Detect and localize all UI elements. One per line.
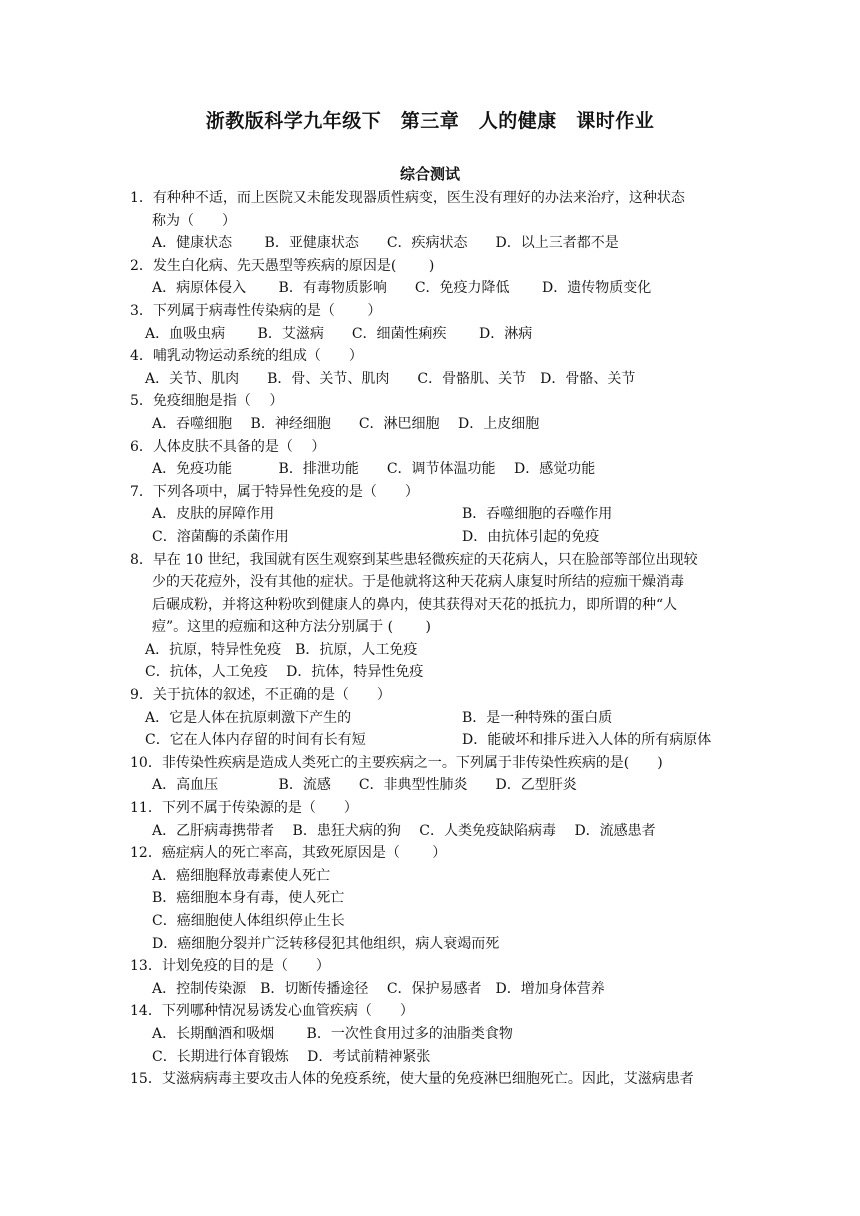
line-text: A．控制传染源 B．切断传播途径 C．保护易感者 D．增加身体营养 xyxy=(152,980,605,997)
option-line xyxy=(0,277,860,300)
line-text: 11．下列不属于传染源的是（ ） xyxy=(130,800,358,817)
line-text: A．长期酗酒和吸烟 B．一次性食用过多的油脂类食物 xyxy=(152,1025,513,1042)
question-line xyxy=(0,1000,860,1023)
line-text: 称为（ ） xyxy=(152,212,236,229)
option-line xyxy=(0,503,860,526)
question-line xyxy=(0,955,860,978)
question-line xyxy=(0,481,860,504)
line-text: C．溶菌酶的杀菌作用 xyxy=(152,528,289,545)
option-line xyxy=(0,910,860,933)
line-text: A．癌细胞释放毒素使人死亡 xyxy=(152,867,331,884)
option-line xyxy=(0,865,860,888)
line-text: 10．非传染性疾病是造成人类死亡的主要疾病之一。下列属于非传染性疾病的是( ) xyxy=(130,754,663,771)
option-line xyxy=(0,1046,860,1069)
line-text: 1．有种种不适，而上医院又未能发现器质性病变，医生没有理好的办法来治疗，这种状态 xyxy=(130,190,685,206)
option-right: B．吞噬细胞的吞噬作用 xyxy=(462,506,613,523)
option-line xyxy=(0,774,860,797)
question-line xyxy=(0,300,860,323)
line-text: 3．下列属于病毒性传染病的是（ ） xyxy=(130,302,382,319)
option-line xyxy=(0,413,860,436)
question-line xyxy=(0,684,860,707)
line-text: A．它是人体在抗原刺激下产生的 xyxy=(145,709,352,726)
option-line xyxy=(0,887,860,910)
line-text: 2．发生白化病、先天愚型等疾病的原因是( ) xyxy=(130,257,435,274)
line-text: A．抗原，特异性免疫 B．抗原，人工免疫 xyxy=(145,641,418,658)
question-continuation xyxy=(0,571,860,594)
section-title: 综合测试 xyxy=(399,165,460,183)
line-text: A．健康状态 B．亚健康状态 C．疾病状态 D．以上三者都不是 xyxy=(152,235,619,252)
option-right: D．能破坏和排斥进入人体的所有病原体 xyxy=(462,732,712,749)
option-line xyxy=(0,661,860,684)
option-line xyxy=(0,323,860,346)
option-line xyxy=(0,232,860,255)
option-line xyxy=(0,526,860,549)
line-text: 12．癌症病人的死亡率高，其致死原因是（ ） xyxy=(130,845,447,862)
question-line xyxy=(0,345,860,368)
line-text: A．乙肝病毒携带者 B．患狂犬病的狗 C．人类免疫缺陷病毒 D．流感患者 xyxy=(152,822,656,839)
line-text: 少的天花痘外，没有其他的症状。于是他就将这种天花病人康复时所结的痘痂干燥消毒 xyxy=(152,574,684,591)
question-line xyxy=(0,390,860,413)
option-line xyxy=(0,458,860,481)
question-line xyxy=(0,436,860,459)
option-line xyxy=(0,820,860,843)
line-text: 13．计划免疫的目的是（ ） xyxy=(130,958,330,975)
line-text: A．病原体侵入 B．有毒物质影响 C．免疫力降低 D．遗传物质变化 xyxy=(152,280,652,297)
line-text: B．癌细胞本身有毒，使人死亡 xyxy=(152,890,345,907)
option-line xyxy=(0,729,860,752)
option-line xyxy=(0,707,860,730)
line-text: C．癌细胞使人体组织停止生长 xyxy=(152,913,345,929)
option-right: B．是一种特殊的蛋白质 xyxy=(462,709,613,726)
option-line xyxy=(0,978,860,1001)
line-text: 4．哺乳动物运动系统的组成（ ） xyxy=(130,348,363,365)
line-text: 15．艾滋病病毒主要攻击人体的免疫系统，使大量的免疫淋巴细胞死亡。因此，艾滋病患者 xyxy=(130,1071,694,1088)
line-text: A．皮肤的屏障作用 xyxy=(152,506,275,523)
line-text: A．关节、肌肉 B．骨、关节、肌肉 C．骨骼肌、关节 D．骨骼、关节 xyxy=(145,370,636,387)
question-line xyxy=(0,752,860,775)
question-line xyxy=(0,255,860,278)
question-continuation xyxy=(0,616,860,639)
page-title: 浙教版科学九年级下 第三章 人的健康 课时作业 xyxy=(205,110,655,132)
option-line xyxy=(0,1023,860,1046)
question-list xyxy=(0,187,860,1091)
line-text: C．它在人体内存留的时间有长有短 xyxy=(145,732,366,749)
line-text: A．吞噬细胞 B．神经细胞 C．淋巴细胞 D．上皮细胞 xyxy=(152,415,540,432)
line-text: 后碾成粉，并将这种粉吹到健康人的鼻内，使其获得对天花的抵抗力，即所谓的种“人 xyxy=(152,596,678,613)
option-right: D．由抗体引起的免疫 xyxy=(462,528,600,545)
question-line xyxy=(0,797,860,820)
question-line xyxy=(0,1068,860,1091)
line-text: 6．人体皮肤不具备的是（ ） xyxy=(130,438,326,455)
line-text: C．长期进行体育锻炼 D．考试前精神紧张 xyxy=(152,1048,431,1065)
line-text: C．抗体，人工免疫 D．抗体，特异性免疫 xyxy=(145,664,424,681)
question-continuation xyxy=(0,594,860,617)
line-text: 14．下列哪种情况易诱发心血管疾病（ ） xyxy=(130,1003,414,1020)
question-continuation xyxy=(0,210,860,233)
question-line xyxy=(0,187,860,210)
line-text: A．血吸虫病 B．艾滋病 C．细菌性痢疾 D．淋病 xyxy=(145,325,533,342)
question-line xyxy=(0,549,860,572)
option-line xyxy=(0,639,860,662)
question-line xyxy=(0,842,860,865)
line-text: 痘”。这里的痘痂和这种方法分别属于 ( ) xyxy=(152,619,431,636)
line-text: 8．早在 10 世纪，我国就有医生观察到某些患轻微疾症的天花病人，只在脸部等部位出现较 xyxy=(130,551,698,568)
option-line xyxy=(0,933,860,956)
line-text: A．高血压 B．流感 C．非典型性肺炎 D．乙型肝炎 xyxy=(152,777,577,794)
line-text: 9．关于抗体的叙述，不正确的是（ ） xyxy=(130,687,391,704)
option-line xyxy=(0,368,860,391)
line-text: D．癌细胞分裂并广泛转移侵犯其他组织，病人衰竭而死 xyxy=(152,935,500,952)
line-text: A．免疫功能 B．排泄功能 C．调节体温功能 D．感觉功能 xyxy=(152,461,596,478)
line-text: 7．下列各项中，属于特异性免疫的是（ ） xyxy=(130,483,419,500)
line-text: 5．免疫细胞是指（ ） xyxy=(130,393,284,410)
